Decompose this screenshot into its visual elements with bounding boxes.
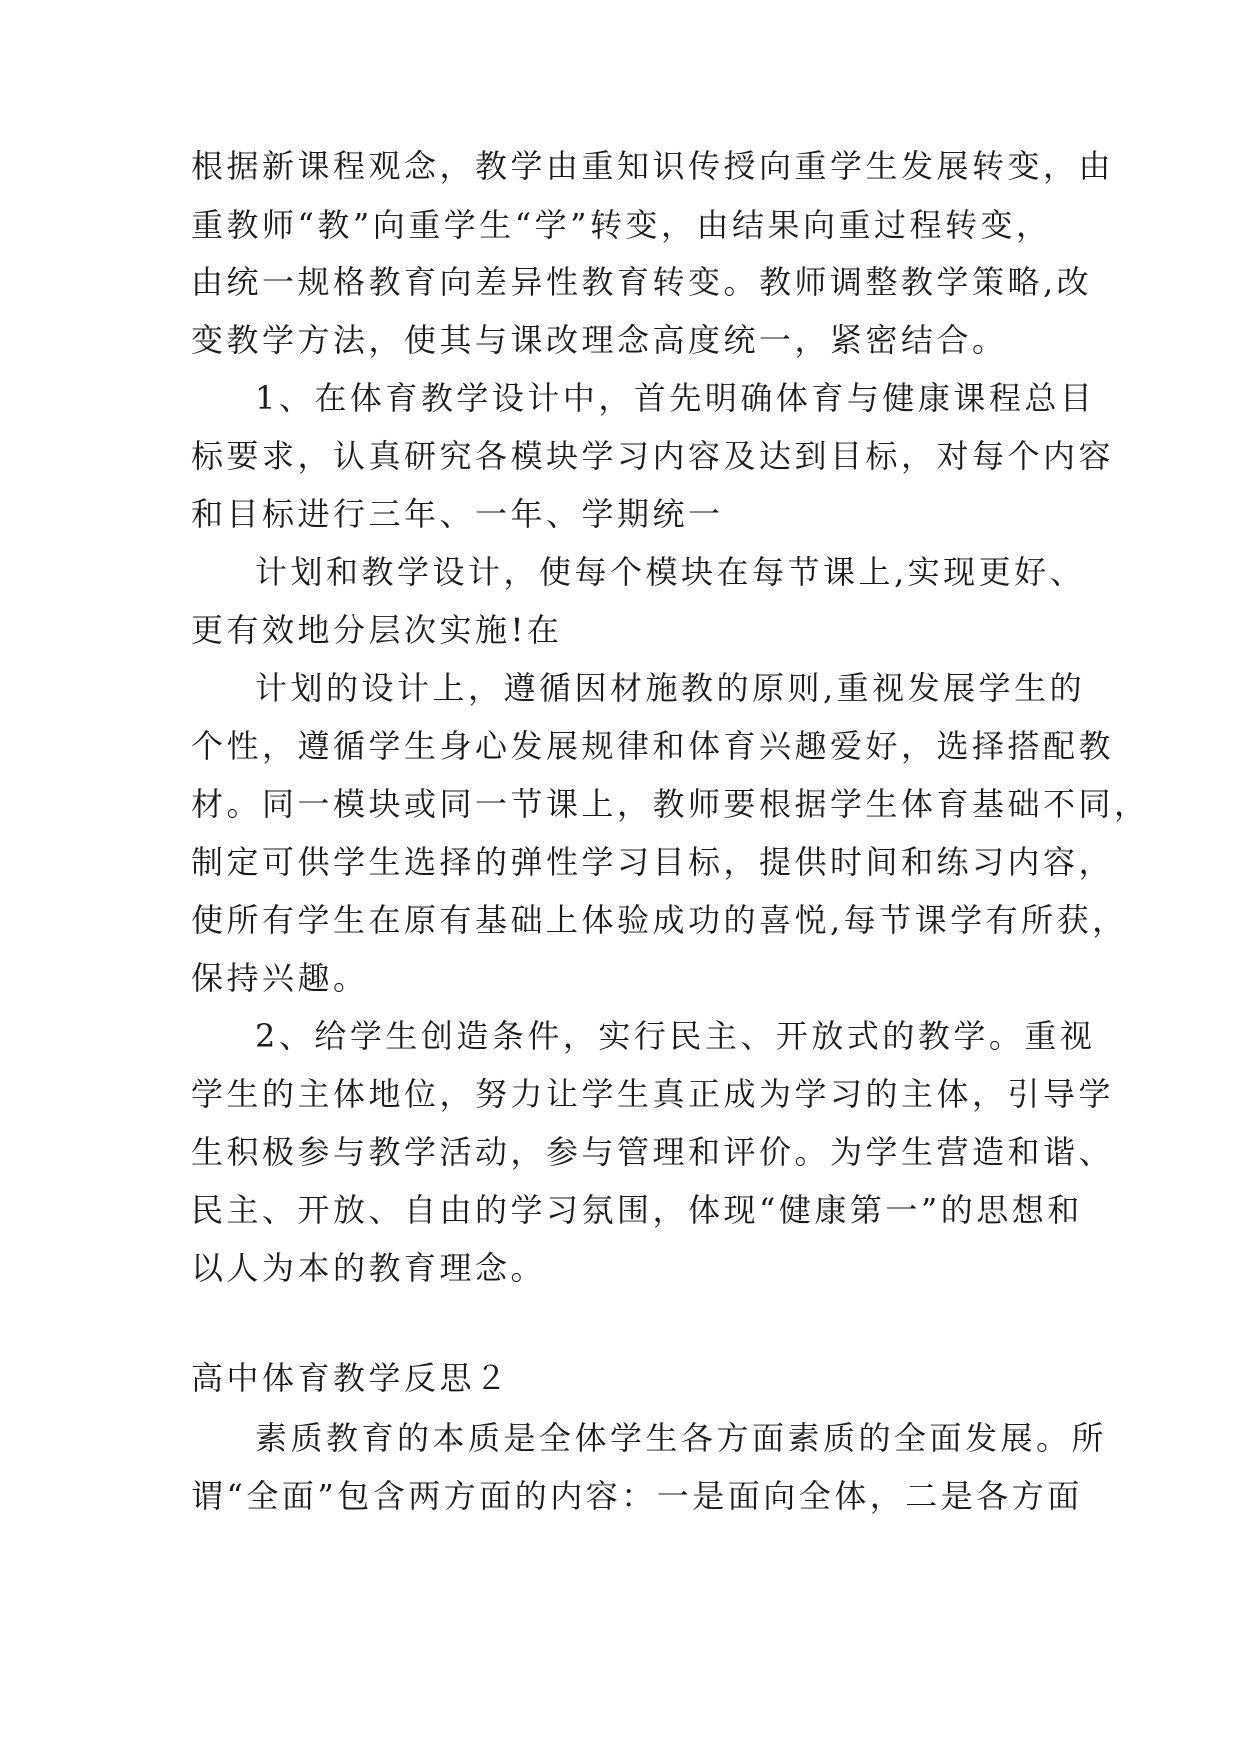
text-line: 学生的主体地位，努力让学生真正成为学习的主体，引导学	[191, 1075, 1115, 1113]
text-line: 根据新课程观念，教学由重知识传授向重学生发展转变，由	[191, 147, 1115, 185]
text-line: 标要求，认真研究各模块学习内容及达到目标，对每个内容	[191, 437, 1115, 475]
text-line: 个性，遵循学生身心发展规律和体育兴趣爱好，选择搭配教	[191, 727, 1115, 765]
text-line: 1、在体育教学设计中，首先明确体育与健康课程总目	[255, 379, 1096, 417]
text-line: 谓“全面”包含两方面的内容：一是面向全体，二是各方面	[191, 1477, 1083, 1515]
text-line: 重教师“教”向重学生“学”转变，由结果向重过程转变，	[191, 206, 1052, 244]
text-line: 素质教育的本质是全体学生各方面素质的全面发展。所	[255, 1419, 1108, 1457]
text-line: 材。同一模块或同一节课上，教师要根据学生体育基础不同，	[191, 785, 1150, 823]
text-line: 以人为本的教育理念。	[191, 1249, 547, 1287]
text-line: 2、给学生创造条件，实行民主、开放式的教学。重视	[255, 1017, 1096, 1055]
text-line: 生积极参与教学活动，参与管理和评价。为学生营造和谐、	[191, 1133, 1115, 1171]
text-line: 保持兴趣。	[191, 959, 369, 997]
text-line: 和目标进行三年、一年、学期统一	[191, 495, 724, 533]
text-line: 使所有学生在原有基础上体验成功的喜悦,每节课学有所获，	[191, 901, 1128, 939]
text-line: 计划和教学设计，使每个模块在每节课上,实现更好、	[255, 553, 1086, 591]
text-line: 变教学方法，使其与课改理念高度统一，紧密结合。	[191, 321, 1008, 359]
text-line: 民主、开放、自由的学习氛围，体现“健康第一”的思想和	[191, 1191, 1083, 1229]
text-line: 更有效地分层次实施!在	[191, 611, 563, 649]
text-line: 制定可供学生选择的弹性学习目标，提供时间和练习内容，	[191, 843, 1115, 881]
section-heading: 高中体育教学反思２	[191, 1359, 511, 1397]
text-line: 计划的设计上，遵循因材施教的原则,重视发展学生的	[255, 669, 1086, 707]
text-line: 由统一规格教育向差异性教育转变。教师调整教学策略,改	[191, 263, 1093, 301]
